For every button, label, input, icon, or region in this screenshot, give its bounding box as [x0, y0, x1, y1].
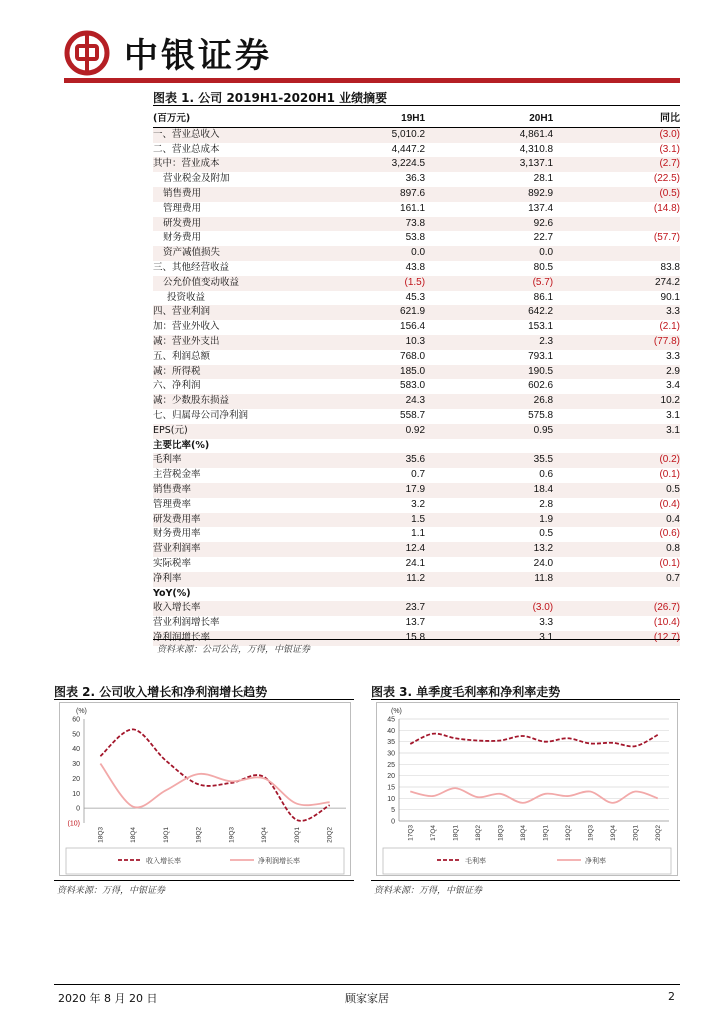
- y-tick-label: 15: [387, 784, 395, 792]
- y-tick-label: 10: [387, 795, 395, 803]
- x-tick-label: 17Q3: [407, 825, 415, 841]
- value-20h1: 26.8: [425, 394, 553, 409]
- row-label: 二、营业总成本: [153, 143, 220, 155]
- value-19h1: 0.0: [314, 246, 425, 261]
- x-tick-label: 19Q3: [228, 827, 236, 843]
- value-19h1: [314, 587, 425, 602]
- value-19h1: 558.7: [400, 409, 426, 421]
- header-red-bar: [64, 78, 680, 83]
- value-19h1: 768.0: [400, 350, 426, 362]
- value-19h1: 17.9: [314, 483, 425, 498]
- value-19h1: 185.0: [314, 365, 425, 380]
- y-tick-label: 35: [387, 739, 395, 747]
- series-line-1: [410, 734, 658, 747]
- x-tick-label: 18Q2: [474, 825, 482, 841]
- value-20h1: 0.5: [539, 528, 554, 540]
- table-row: [153, 143, 680, 158]
- table-row: [153, 601, 680, 616]
- table-row: [153, 157, 680, 172]
- value-20h1: 4,861.4: [425, 127, 553, 142]
- col-header-19h1: 19H1: [314, 112, 425, 127]
- table-row: [153, 424, 680, 439]
- row-label: 减：营业外支出: [153, 335, 314, 350]
- row-label: 三、其他经营收益: [153, 261, 230, 273]
- y-tick-label: 0: [391, 818, 395, 826]
- value-19h1: 1.5: [314, 513, 425, 528]
- row-label: 一、营业总收入: [153, 127, 314, 142]
- value-19h1: 23.7: [314, 601, 425, 616]
- value-20h1: 11.8: [425, 572, 553, 587]
- value-yoy: (0.5): [553, 187, 680, 202]
- fig3-top-rule: [371, 699, 680, 700]
- page-number: 2: [668, 990, 675, 1003]
- table-row: [153, 217, 680, 232]
- row-label: 净利率: [153, 572, 314, 587]
- value-yoy: 3.1: [553, 424, 680, 439]
- footer-date: 2020 年 8 月 20 日: [58, 992, 158, 1005]
- row-label: 收入增长率: [153, 601, 314, 616]
- x-tick-label: 18Q3: [97, 827, 105, 843]
- value-yoy: 0.8: [553, 542, 680, 557]
- table-header-row: [153, 112, 680, 127]
- row-label: 七、归属母公司净利润: [153, 409, 249, 421]
- x-tick-label: 19Q3: [587, 825, 595, 841]
- value-yoy: 0.4: [553, 513, 680, 528]
- x-tick-label: 19Q1: [542, 825, 550, 841]
- table1-top-rule: [153, 105, 680, 106]
- legend-box: [383, 848, 671, 874]
- row-label: 资产减值损失: [153, 246, 314, 261]
- value-20h1: 86.1: [533, 291, 554, 303]
- value-19h1: 161.1: [400, 202, 426, 214]
- row-label: 六、净利润: [153, 380, 201, 392]
- table-row: [153, 335, 680, 350]
- value-yoy: 0.7: [553, 572, 680, 587]
- legend-box: [66, 848, 344, 874]
- value-19h1: 11.2: [314, 572, 425, 587]
- table-row: [153, 172, 680, 187]
- value-19h1: 897.6: [314, 187, 425, 202]
- x-tick-label: 20Q1: [632, 825, 640, 841]
- value-yoy: (2.1): [659, 321, 680, 333]
- row-label: 营业税金及附加: [163, 173, 230, 185]
- value-20h1: 80.5: [533, 261, 554, 273]
- legend-label: 毛利率: [465, 858, 486, 865]
- value-19h1: 15.8: [314, 631, 425, 646]
- value-19h1: (1.5): [314, 276, 425, 291]
- x-tick-label: 20Q2: [326, 827, 334, 843]
- value-yoy: (0.2): [553, 453, 680, 468]
- row-label: 净利润增长率: [153, 631, 314, 646]
- y-tick-label: 5: [391, 807, 395, 815]
- value-yoy: (0.6): [659, 528, 680, 540]
- value-20h1: 793.1: [528, 350, 554, 362]
- value-yoy: [553, 439, 680, 454]
- value-yoy: (12.7): [553, 631, 680, 646]
- value-20h1: 0.6: [539, 469, 554, 481]
- value-yoy: 3.1: [666, 409, 680, 421]
- table-row: [153, 557, 680, 572]
- y-tick-label: 30: [387, 750, 395, 758]
- value-19h1: 621.9: [314, 305, 425, 320]
- value-20h1: 190.5: [425, 365, 553, 380]
- table-row: [153, 527, 680, 542]
- row-label: 四、营业利润: [153, 305, 314, 320]
- col-header-unit: (百万元): [153, 112, 314, 127]
- y-tick-label: 0: [76, 805, 80, 813]
- value-yoy: (22.5): [653, 173, 680, 185]
- fig3-chart-box: [376, 702, 678, 876]
- table-row: [153, 542, 680, 557]
- y-tick-label: (10): [67, 820, 80, 828]
- value-20h1: 22.7: [533, 232, 554, 244]
- row-label: YoY(%): [153, 587, 191, 599]
- y-tick-label: 50: [72, 731, 80, 739]
- value-20h1: 137.4: [528, 202, 554, 214]
- fig2-chart-box: [59, 702, 351, 876]
- value-yoy: (77.8): [553, 335, 680, 350]
- x-tick-label: 18Q4: [130, 827, 138, 843]
- fig3-title: 图表 3. 单季度毛利率和净利率走势: [371, 685, 561, 699]
- value-yoy: 3.3: [553, 305, 680, 320]
- value-20h1: 24.0: [533, 557, 554, 569]
- x-tick-label: 20Q2: [654, 825, 662, 841]
- legend-label: 收入增长率: [146, 858, 181, 865]
- x-tick-label: 19Q2: [195, 827, 203, 843]
- table-row: [153, 468, 680, 483]
- row-label: 毛利率: [153, 453, 314, 468]
- value-yoy: 10.2: [553, 394, 680, 409]
- value-20h1: 3.3: [539, 617, 554, 629]
- table-row: [153, 616, 680, 631]
- value-yoy: [553, 587, 680, 602]
- row-label: 销售费用: [153, 187, 314, 202]
- value-yoy: 274.2: [553, 276, 680, 291]
- value-20h1: 2.3: [425, 335, 553, 350]
- row-label: 减：所得税: [153, 365, 314, 380]
- bank-of-china-logo: [64, 30, 110, 76]
- x-tick-label: 18Q1: [452, 825, 460, 841]
- value-19h1: 45.3: [405, 291, 426, 303]
- table-row: [153, 246, 680, 261]
- fig2-title: 图表 2. 公司收入增长和净利润增长趋势: [54, 685, 268, 699]
- value-19h1: 5,010.2: [314, 127, 425, 142]
- value-19h1: 4,447.2: [391, 143, 426, 155]
- value-20h1: [425, 439, 553, 454]
- value-19h1: 3,224.5: [314, 157, 425, 172]
- table-row: [153, 276, 680, 291]
- revenue-profit-growth-chart: [60, 703, 350, 875]
- value-yoy: (2.7): [553, 157, 680, 172]
- value-yoy: (0.4): [659, 498, 680, 510]
- table1-source: 资料来源：公司公告，万得，中银证券: [157, 645, 311, 655]
- value-20h1: 3,137.1: [425, 157, 553, 172]
- table-row: [153, 320, 680, 335]
- row-label: 实际税率: [153, 557, 192, 569]
- y-tick-label: 25: [387, 761, 395, 769]
- value-19h1: 156.4: [400, 321, 426, 333]
- value-20h1: 92.6: [425, 217, 553, 232]
- value-20h1: 2.8: [539, 498, 554, 510]
- margin-trend-chart: [377, 703, 677, 875]
- value-20h1: [425, 587, 553, 602]
- x-tick-label: 19Q2: [564, 825, 572, 841]
- section-row: [153, 439, 680, 454]
- value-yoy: 0.5: [553, 483, 680, 498]
- x-tick-label: 19Q1: [162, 827, 170, 843]
- value-yoy: (0.1): [659, 469, 680, 481]
- row-label: 主要比率(%): [153, 439, 210, 451]
- table-row: [153, 498, 680, 513]
- row-label: 五、利润总额: [153, 350, 211, 362]
- value-19h1: 36.3: [405, 173, 426, 185]
- value-yoy: 3.3: [666, 350, 680, 362]
- value-19h1: [314, 439, 425, 454]
- table-row: [153, 513, 680, 528]
- fig3-source: 资料来源：万得，中银证券: [374, 886, 483, 896]
- table1-title: 图表 1. 公司 2019H1-2020H1 业绩摘要: [153, 91, 388, 105]
- value-yoy: (3.1): [659, 143, 680, 155]
- y-tick-label: 60: [72, 716, 80, 724]
- row-label: 主营税金率: [153, 469, 201, 481]
- value-yoy: (3.0): [553, 127, 680, 142]
- value-yoy: [553, 217, 680, 232]
- fig2-bottom-rule: [54, 880, 354, 881]
- table-row: [153, 409, 680, 424]
- value-20h1: 602.6: [528, 380, 554, 392]
- value-20h1: 575.8: [528, 409, 554, 421]
- col-header-20h1: 20H1: [425, 112, 553, 127]
- fig2-source: 资料来源：万得，中银证券: [57, 886, 166, 896]
- x-tick-label: 17Q4: [429, 825, 437, 841]
- value-20h1: 3.1: [425, 631, 553, 646]
- row-label: EPS(元): [153, 424, 314, 439]
- table-row: [153, 291, 680, 306]
- row-label: 投资收益: [167, 291, 206, 303]
- table-row: [153, 231, 680, 246]
- value-yoy: 2.9: [553, 365, 680, 380]
- x-tick-label: 19Q4: [261, 827, 269, 843]
- table-row: [153, 261, 680, 276]
- y-axis-unit-label: (%): [391, 708, 402, 715]
- legend-label: 净利率: [585, 858, 606, 865]
- value-20h1: 0.95: [425, 424, 553, 439]
- row-label: 公允价值变动收益: [153, 276, 314, 291]
- value-19h1: 24.1: [405, 557, 426, 569]
- financial-summary-table: [153, 112, 680, 646]
- series-line-2: [410, 788, 658, 803]
- value-19h1: 43.8: [405, 261, 426, 273]
- value-19h1: 12.4: [314, 542, 425, 557]
- y-tick-label: 20: [387, 773, 395, 781]
- y-tick-label: 30: [72, 761, 80, 769]
- table-row: [153, 453, 680, 468]
- table-row: [153, 365, 680, 380]
- table1-bottom-rule: [153, 639, 680, 640]
- legend-label: 净利润增长率: [258, 858, 300, 865]
- row-label: 财务费用率: [153, 528, 201, 540]
- value-19h1: 1.1: [411, 528, 426, 540]
- row-label: 研发费用: [153, 217, 314, 232]
- value-yoy: 83.8: [660, 261, 680, 273]
- y-tick-label: 10: [72, 790, 80, 798]
- row-label: 管理费用: [163, 202, 202, 214]
- value-yoy: (26.7): [553, 601, 680, 616]
- value-yoy: 3.4: [666, 380, 680, 392]
- value-19h1: 10.3: [314, 335, 425, 350]
- value-20h1: 0.0: [425, 246, 553, 261]
- section-row: [153, 587, 680, 602]
- row-label: 加：营业外收入: [153, 321, 220, 333]
- value-20h1: 4,310.8: [519, 143, 554, 155]
- col-header-yoy: 同比: [553, 112, 680, 127]
- table-row: [153, 483, 680, 498]
- value-19h1: 583.0: [400, 380, 426, 392]
- value-20h1: 892.9: [425, 187, 553, 202]
- value-20h1: 153.1: [528, 321, 554, 333]
- x-tick-label: 18Q3: [497, 825, 505, 841]
- row-label: 研发费用率: [153, 513, 314, 528]
- row-label: 管理费率: [153, 498, 192, 510]
- value-yoy: (14.8): [653, 202, 680, 214]
- row-label: 营业利润率: [153, 542, 314, 557]
- fig2-top-rule: [54, 699, 354, 700]
- value-19h1: 35.6: [314, 453, 425, 468]
- value-yoy: (10.4): [653, 617, 680, 629]
- table-row: [153, 127, 680, 142]
- row-label: 销售费率: [153, 483, 314, 498]
- value-19h1: 3.2: [411, 498, 426, 510]
- table-row: [153, 350, 680, 365]
- footer-rule: [54, 984, 680, 985]
- value-yoy: [553, 246, 680, 261]
- footer-company: 顾家家居: [345, 992, 389, 1005]
- y-tick-label: 45: [387, 716, 395, 724]
- y-tick-label: 40: [72, 746, 80, 754]
- table-row: [153, 202, 680, 217]
- value-yoy: 90.1: [660, 291, 680, 303]
- value-19h1: 0.92: [314, 424, 425, 439]
- value-yoy: (57.7): [653, 232, 680, 244]
- table-row: [153, 187, 680, 202]
- value-19h1: 24.3: [314, 394, 425, 409]
- value-20h1: (3.0): [425, 601, 553, 616]
- row-label: 其中：营业成本: [153, 157, 314, 172]
- brand-name: 中银证券: [124, 36, 272, 76]
- x-tick-label: 18Q4: [519, 825, 527, 841]
- value-20h1: 13.2: [425, 542, 553, 557]
- table-row: [153, 305, 680, 320]
- value-19h1: 0.7: [411, 469, 426, 481]
- fig3-bottom-rule: [371, 880, 680, 881]
- value-yoy: (0.1): [659, 557, 680, 569]
- value-20h1: 642.2: [425, 305, 553, 320]
- value-20h1: (5.7): [425, 276, 553, 291]
- value-20h1: 18.4: [425, 483, 553, 498]
- value-19h1: 13.7: [405, 617, 426, 629]
- table-row: [153, 572, 680, 587]
- x-tick-label: 20Q1: [293, 827, 301, 843]
- y-tick-label: 20: [72, 775, 80, 783]
- value-20h1: 1.9: [425, 513, 553, 528]
- row-label: 营业利润增长率: [153, 617, 220, 629]
- x-tick-label: 19Q4: [609, 825, 617, 841]
- y-tick-label: 40: [387, 727, 395, 735]
- table-body: [153, 127, 680, 645]
- row-label: 减：少数股东损益: [153, 394, 314, 409]
- value-19h1: 53.8: [405, 232, 426, 244]
- row-label: 财务费用: [163, 232, 202, 244]
- table-row: [153, 379, 680, 394]
- value-19h1: 73.8: [314, 217, 425, 232]
- value-20h1: 35.5: [425, 453, 553, 468]
- table-row: [153, 394, 680, 409]
- value-20h1: 28.1: [533, 173, 554, 185]
- y-axis-unit-label: (%): [76, 708, 87, 715]
